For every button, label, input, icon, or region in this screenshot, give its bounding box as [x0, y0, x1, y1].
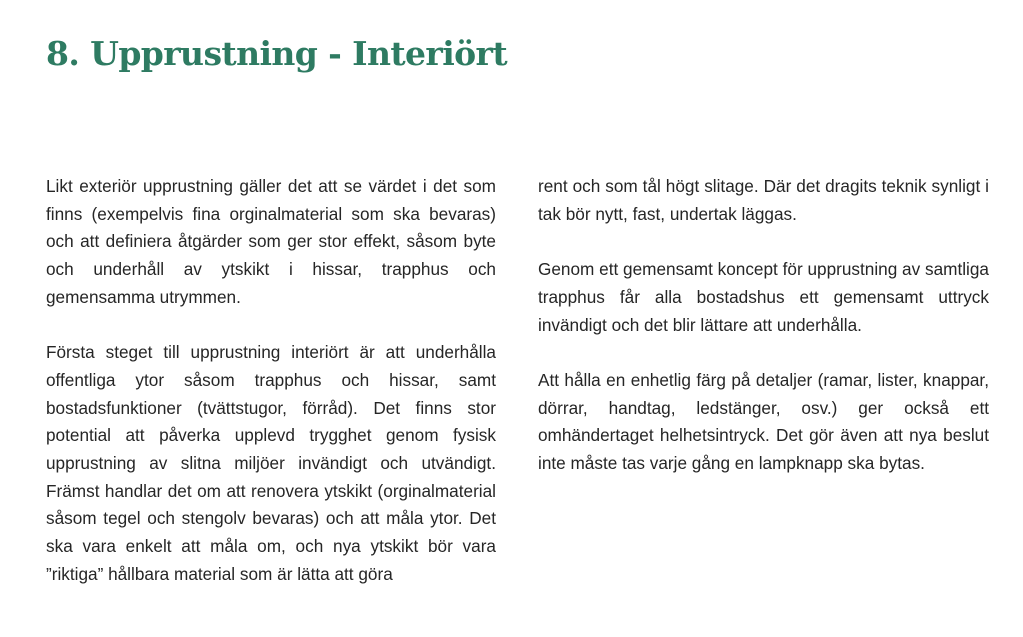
- body-paragraph: Att hålla en enhetlig färg på detaljer (ramar, lister, knappar, dörrar, handtag, ledstänger, osv.) ger också ett omhändertaget helhetsintryck. Det gör även att nya beslut inte måste tas varje gång en lampknapp ska bytas.: [538, 369, 989, 473]
- right-text-column: [538, 173, 989, 478]
- page-title: 8. Upprustning - Interiört: [46, 34, 507, 73]
- left-text-column: [46, 173, 496, 589]
- body-paragraph: rent och som tål högt slitage. Där det dragits teknik synligt i tak bör nytt, fast, undertak läggas.: [538, 176, 989, 224]
- body-paragraph: Genom ett gemensamt koncept för upprustning av samtliga trapphus får alla bostadshus ett gemensamt uttryck invändigt och det blir lättare att underhålla.: [538, 259, 989, 335]
- body-paragraph: Likt exteriör upprustning gäller det att se värdet i det som finns (exempelvis fina orginalmaterial som ska bevaras) och att definiera åtgärder som ger stor effekt, såsom byte och underhåll av ytskikt i hissar, trapphus och gemensamma utrymmen.: [46, 176, 496, 307]
- body-paragraph: Första steget till upprustning interiört är att underhålla offentliga ytor såsom trapphus och hissar, samt bostadsfunktioner (tvättstugor, förråd). Det finns stor potential att påverka upplevd trygghet genom fysisk upprustning av slitna miljöer invändigt och utvändigt. Främst handlar det om att renovera ytskikt (orginalmaterial såsom tegel och stengolv bevaras) och att måla ytor. Det ska vara enkelt att måla om, och nya ytskikt bör vara ”riktiga” hållbara material som är lätta att göra: [46, 342, 496, 584]
